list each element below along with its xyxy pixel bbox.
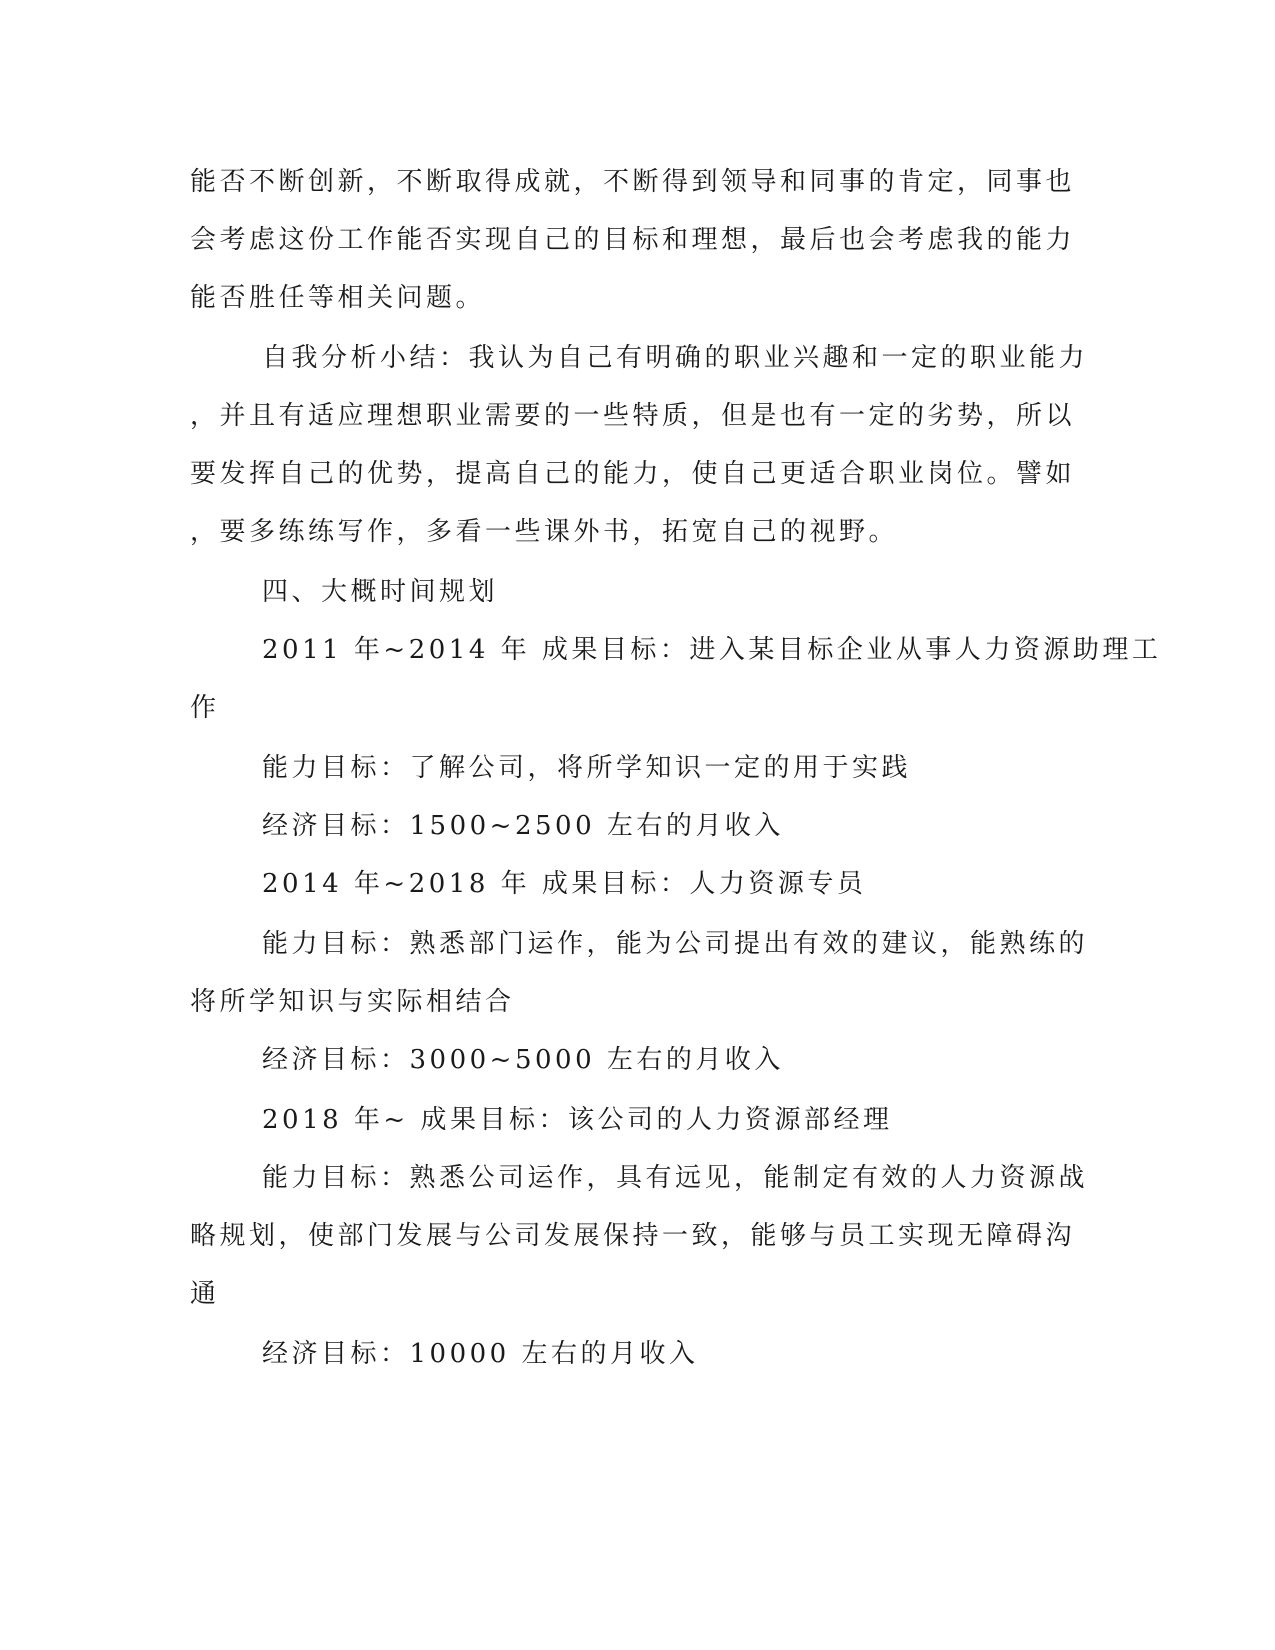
text-line: 略规划，使部门发展与公司发展保持一致，能够与员工实现无障碍沟 — [190, 1221, 1076, 1251]
text-line: 自我分析小结：我认为自己有明确的职业兴趣和一定的职业能力 — [262, 343, 1089, 373]
text-line: 将所学知识与实际相结合 — [190, 987, 515, 1017]
text-line: 作 — [190, 693, 220, 723]
text-line: 要发挥自己的优势，提高自己的能力，使自己更适合职业岗位。譬如 — [190, 459, 1076, 489]
section-heading: 四、大概时间规划 — [262, 577, 499, 607]
text-line: 能力目标：了解公司，将所学知识一定的用于实践 — [262, 753, 912, 783]
text-line: 经济目标：3000~5000 左右的月收入 — [262, 1045, 784, 1075]
text-line: 能否不断创新，不断取得成就，不断得到领导和同事的肯定，同事也 — [190, 167, 1076, 197]
text-line: 会考虑这份工作能否实现自己的目标和理想，最后也会考虑我的能力 — [190, 225, 1076, 255]
text-line: ，要多练练写作，多看一些课外书，拓宽自己的视野。 — [190, 517, 899, 547]
text-line: 2011 年~2014 年 成果目标：进入某目标企业从事人力资源助理工 — [262, 635, 1162, 665]
text-line: 能力目标：熟悉部门运作，能为公司提出有效的建议，能熟练的 — [262, 929, 1089, 959]
text-line: 能否胜任等相关问题。 — [190, 283, 486, 313]
text-line: 经济目标：1500~2500 左右的月收入 — [262, 811, 784, 841]
text-line: 2014 年~2018 年 成果目标：人力资源专员 — [262, 869, 867, 899]
text-line: 能力目标：熟悉公司运作，具有远见，能制定有效的人力资源战 — [262, 1163, 1089, 1193]
text-line: 通 — [190, 1279, 220, 1309]
text-line: ，并且有适应理想职业需要的一些特质，但是也有一定的劣势，所以 — [190, 401, 1076, 431]
text-line: 2018 年~ 成果目标：该公司的人力资源部经理 — [262, 1105, 893, 1135]
text-line: 经济目标：10000 左右的月收入 — [262, 1339, 699, 1369]
